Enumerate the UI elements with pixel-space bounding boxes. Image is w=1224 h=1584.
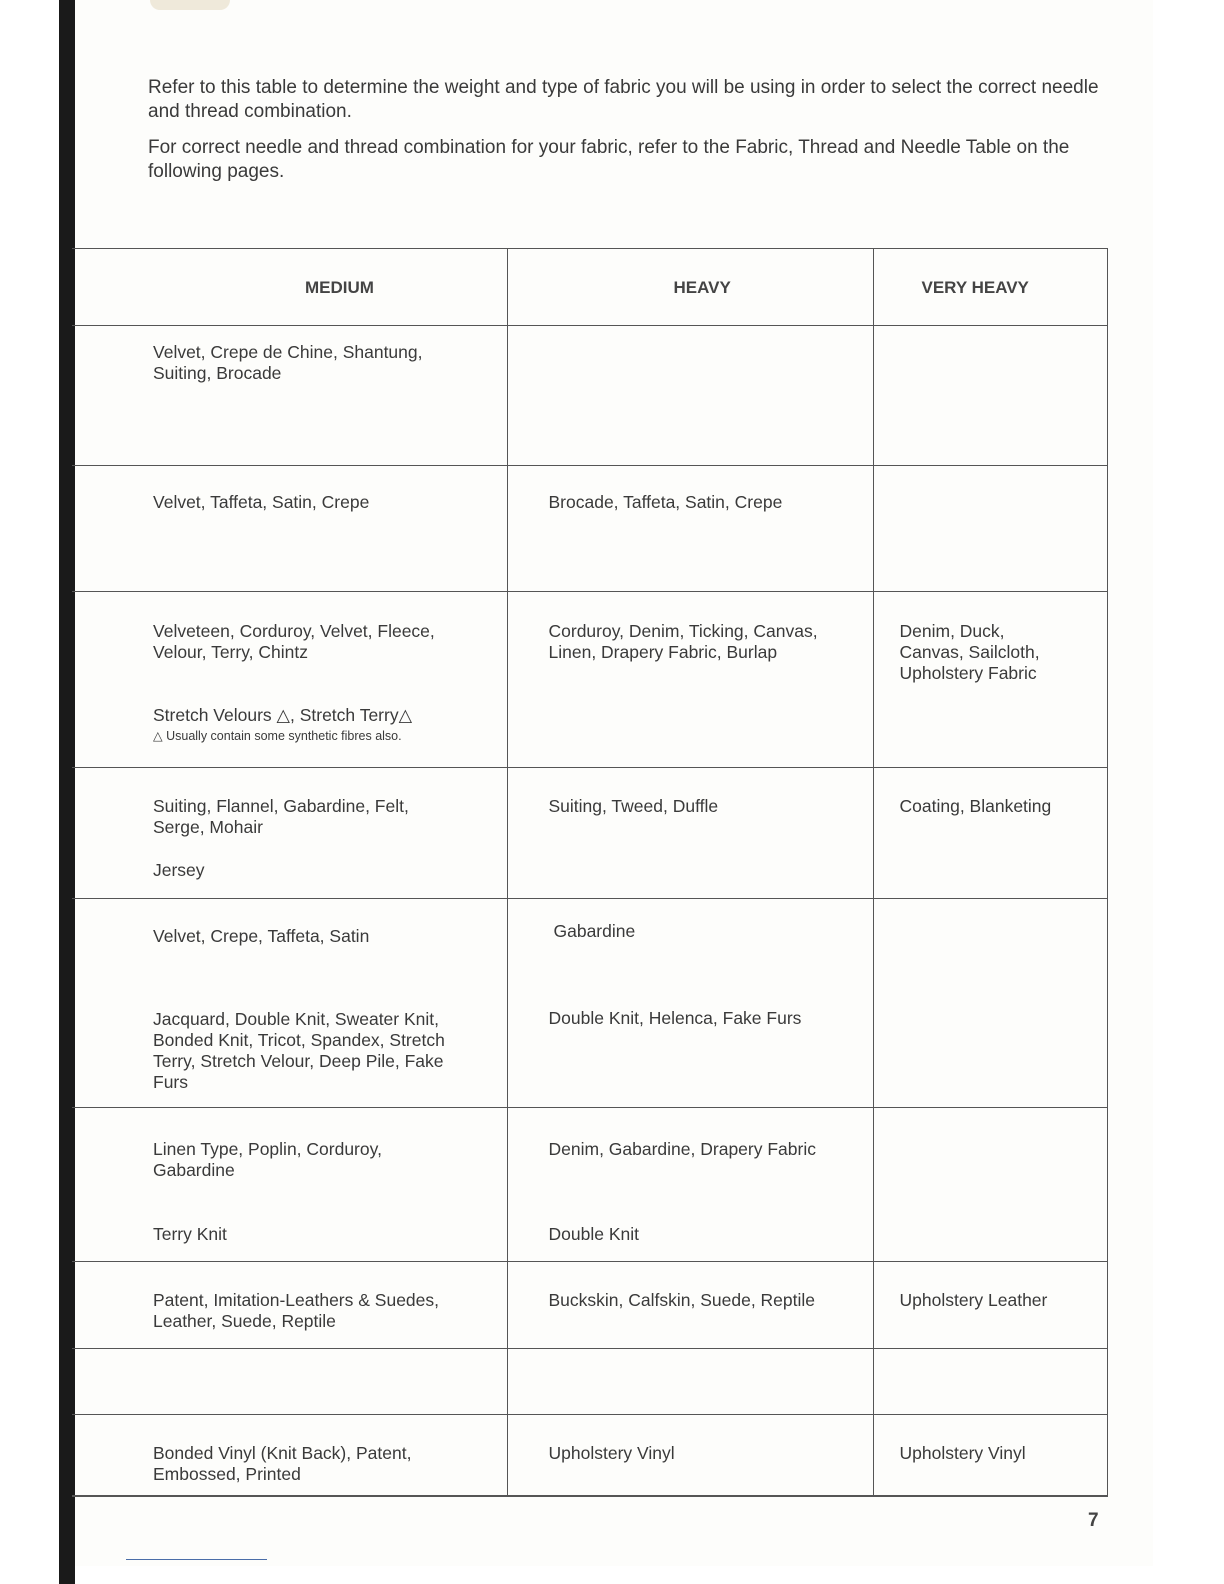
table-row [72,592,1107,768]
cell-text-extra: Double Knit [548,1224,639,1244]
cell-very-heavy [873,768,1107,899]
scan-smudge [150,0,230,10]
cell-very-heavy [873,899,1107,1108]
table-row-empty [72,1349,1107,1415]
bottom-rule [126,1559,267,1560]
cell-text-extra: Jacquard, Double Knit, Sweater Knit, Bonded Knit, Tricot, Spandex, Stretch Terry, Stretch Velour, Deep Pile, Fake Furs [153,1009,445,1092]
cell-text: Denim, Duck, Canvas, Sailcloth, Upholstery Fabric [899,621,1040,683]
cell-text: Velveteen, Corduroy, Velvet, Fleece, Velour, Terry, Chintz [153,621,435,662]
cell-text: Upholstery Vinyl [548,1443,675,1463]
fabric-weight-table [72,248,1108,1497]
header-very-heavy: VERY HEAVY [873,249,1107,326]
cell-heavy [507,326,873,466]
cell-medium [72,1415,507,1497]
cell-text: Velvet, Crepe de Chine, Shantung, Suiting, Brocade [153,342,423,383]
cell-medium [72,326,507,466]
cell-text: Velvet, Crepe, Taffeta, Satin [153,926,370,946]
cell-medium [72,1108,507,1262]
table-row [72,466,1107,592]
cell-heavy [507,899,873,1108]
cell-text: Upholstery Vinyl [899,1443,1026,1463]
cell-text: Suiting, Tweed, Duffle [548,796,719,816]
table-header-row [72,249,1107,326]
header-medium: MEDIUM [72,249,507,326]
cell-text-extra: Terry Knit [153,1224,227,1244]
cell-very-heavy [873,1108,1107,1262]
cell-very-heavy [873,1262,1107,1349]
table-row [72,1415,1107,1497]
cell-text: Buckskin, Calfskin, Suede, Reptile [548,1290,816,1310]
table-row [72,899,1107,1108]
cell-heavy [507,1349,873,1415]
table-row [72,326,1107,466]
cell-text-extra: Jersey [153,860,205,880]
intro-paragraph-2: For correct needle and thread combination for your fabric, refer to the Fabric, Thread and Needle Table on the following pages. [148,137,1070,182]
cell-heavy [507,1415,873,1497]
table-row [72,1108,1107,1262]
cell-text: Upholstery Leather [899,1290,1048,1310]
cell-medium [72,466,507,592]
cell-text: Suiting, Flannel, Gabardine, Felt, Serge, Mohair [153,796,409,837]
footnote-text: △ Usually contain some synthetic fibres also. [153,729,402,743]
cell-very-heavy [873,326,1107,466]
cell-text: Bonded Vinyl (Knit Back), Patent, Embossed, Printed [153,1443,412,1484]
cell-text: Gabardine [553,921,636,941]
cell-very-heavy [873,592,1107,768]
intro-text [148,76,1108,196]
cell-heavy [507,1262,873,1349]
cell-medium [72,592,507,768]
cell-very-heavy [873,1415,1107,1497]
page-number: 7 [1088,1510,1099,1531]
cell-medium [72,1349,507,1415]
cell-very-heavy [873,1349,1107,1415]
table-row [72,768,1107,899]
cell-text-extra: Double Knit, Helenca, Fake Furs [548,1008,802,1028]
cell-text: Linen Type, Poplin, Corduroy, Gabardine [153,1139,382,1180]
cell-text: Coating, Blanketing [899,796,1052,816]
cell-text: Brocade, Taffeta, Satin, Crepe [548,492,783,512]
cell-heavy [507,592,873,768]
cell-text: Corduroy, Denim, Ticking, Canvas, Linen, Drapery Fabric, Burlap [548,621,818,662]
cell-heavy [507,1108,873,1262]
cell-text: Patent, Imitation-Leathers & Suedes, Leather, Suede, Reptile [153,1290,439,1331]
header-heavy: HEAVY [507,249,873,326]
intro-paragraph-1: Refer to this table to determine the weight and type of fabric you will be using in order to select the correct needle and thread combination. [148,77,1099,122]
cell-text: Denim, Gabardine, Drapery Fabric [548,1139,816,1159]
cell-text: Velvet, Taffeta, Satin, Crepe [153,492,370,512]
cell-heavy [507,768,873,899]
cell-very-heavy [873,466,1107,592]
table-row [72,1262,1107,1349]
cell-medium [72,1262,507,1349]
cell-medium [72,899,507,1108]
cell-medium [72,768,507,899]
cell-heavy [507,466,873,592]
cell-text-extra: Stretch Velours △, Stretch Terry△ [153,705,413,725]
